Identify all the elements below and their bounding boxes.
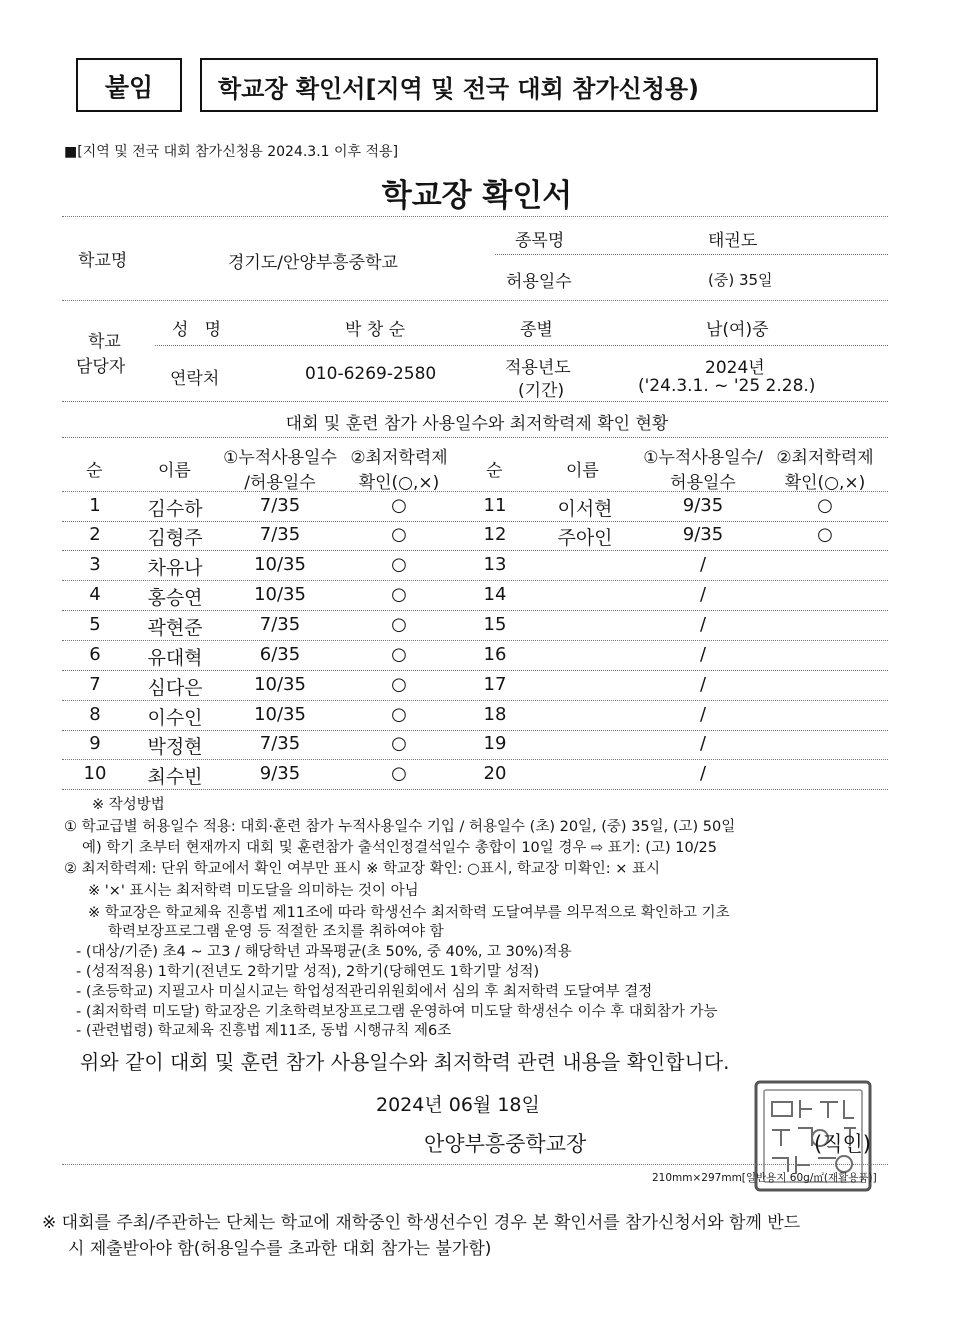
- detail-laws: - (관련법령) 학교체육 진흥법 제11조, 동법 시행규칙 제6조: [76, 1023, 452, 1039]
- seal-label: (직인): [814, 1132, 871, 1156]
- manager-name-label: 성 명: [172, 320, 222, 340]
- row-no: 14: [483, 584, 507, 605]
- student-name: 곽현준: [147, 617, 203, 639]
- row-no: 12: [483, 524, 507, 545]
- allowed-days-value: (중) 35일: [708, 271, 773, 289]
- year-value-line1: 2024년: [705, 358, 765, 378]
- days-used: /: [699, 554, 707, 575]
- header-no-left: 순: [86, 461, 103, 481]
- footer-note-line2: 시 제출받아야 함(허용일수를 초과한 대회 참가는 불가함): [68, 1239, 492, 1259]
- student-name: 유대혁: [147, 647, 203, 669]
- note-2-line4: 학력보장프로그램 운영 등 적절한 조치를 취하여야 함: [108, 924, 444, 940]
- days-used: /: [699, 644, 707, 665]
- row-divider: [62, 580, 888, 581]
- row-no: 4: [89, 584, 101, 605]
- days-used: 7/35: [259, 614, 301, 635]
- row-no: 3: [89, 554, 101, 575]
- allowed-days-label: 허용일수: [506, 272, 572, 292]
- row-no: 19: [483, 733, 507, 754]
- gender-type-value: 남(여)중: [706, 320, 769, 340]
- row-no: 13: [483, 554, 507, 575]
- contact-value: 010-6269-2580: [305, 364, 437, 384]
- header-check-right-line1: ②최저학력제: [776, 448, 874, 468]
- check-mark: ○: [817, 495, 833, 516]
- row-no: 8: [89, 704, 101, 725]
- row-divider: [62, 521, 888, 522]
- header-check-left-line2: 확인(○,×): [358, 473, 440, 493]
- row-divider: [62, 610, 888, 611]
- row-no: 1: [89, 495, 101, 516]
- signer-name: 안양부흥중학교장: [424, 1132, 587, 1156]
- days-used: /: [699, 614, 707, 635]
- check-mark: ○: [391, 524, 407, 545]
- manager-name-value: 박 창 순: [345, 320, 406, 340]
- header-days-right-line2: 허용일수: [670, 473, 736, 493]
- row-no: 18: [483, 704, 507, 725]
- student-name: 홍승연: [147, 587, 203, 609]
- row-divider: [62, 789, 888, 790]
- student-name: 심다은: [147, 677, 203, 699]
- days-used: 10/35: [254, 584, 306, 605]
- days-used: /: [699, 763, 707, 784]
- student-name: 김형주: [147, 527, 203, 549]
- notes-heading: ※ 작성방법: [92, 797, 165, 813]
- check-mark: ○: [817, 524, 833, 545]
- header-days-left-line2: /허용일수: [244, 473, 316, 493]
- row-no: 16: [483, 644, 507, 665]
- note-2-line3: ※ 학교장은 학교체육 진흥법 제11조에 따라 학생선수 최저학력 도달여부를 의무적으로 확인하고 기초: [88, 905, 730, 921]
- days-used: 7/35: [259, 524, 301, 545]
- days-used: /: [699, 704, 707, 725]
- gender-type-label: 종별: [520, 320, 553, 340]
- days-used: 6/35: [259, 644, 301, 665]
- contact-label: 연락처: [170, 369, 220, 389]
- row-no: 7: [89, 674, 101, 695]
- days-used: 10/35: [254, 674, 306, 695]
- row-divider: [62, 670, 888, 671]
- row-no: 2: [89, 524, 101, 545]
- footer-note-line1: ※ 대회를 주최/주관하는 단체는 학교에 재학중인 학생선수인 경우 본 확인서를 참가신청서와 함께 반드: [42, 1213, 801, 1233]
- check-mark: ○: [391, 584, 407, 605]
- divider: [62, 1164, 888, 1165]
- divider: [62, 300, 888, 301]
- divider: [62, 491, 888, 492]
- days-used: 9/35: [682, 495, 724, 516]
- header-check-left-line1: ②최저학력제: [350, 448, 448, 468]
- header-days-left-line1: ①누적사용일수: [223, 448, 337, 468]
- row-no: 9: [89, 733, 101, 754]
- divider: [62, 401, 888, 402]
- issue-date: 2024년 06월 18일: [376, 1094, 540, 1116]
- days-used: 9/35: [682, 524, 724, 545]
- row-divider: [62, 640, 888, 641]
- days-used: 10/35: [254, 704, 306, 725]
- check-mark: ○: [391, 644, 407, 665]
- detail-elementary: - (초등학교) 지필고사 미실시교는 학업성적관리위원회에서 심의 후 최저학력 도달여부 결정: [76, 984, 653, 1000]
- student-name: 주아인: [557, 527, 613, 549]
- header-check-right-line2: 확인(○,×): [784, 473, 866, 493]
- divider: [495, 254, 888, 255]
- document-title: 학교장 확인서: [381, 178, 573, 214]
- confirmation-statement: 위와 같이 대회 및 훈련 참가 사용일수와 최저학력 관련 내용을 확인합니다.: [80, 1050, 730, 1074]
- row-no: 11: [483, 495, 507, 516]
- days-used: /: [699, 733, 707, 754]
- check-mark: ○: [391, 704, 407, 725]
- header-name-right: 이름: [566, 461, 599, 481]
- student-name: 이수인: [147, 707, 203, 729]
- detail-grades: - (성적적용) 1학기(전년도 2학기말 성적), 2학기(당해연도 1학기말 성적): [76, 964, 540, 980]
- days-used: 10/35: [254, 554, 306, 575]
- manager-label-line2: 담당자: [76, 357, 126, 377]
- row-divider: [62, 730, 888, 731]
- header-title: 학교장 확인서[지역 및 전국 대회 참가신청용): [218, 75, 700, 103]
- row-no: 6: [89, 644, 101, 665]
- school-name-value: 경기도/안양부흥중학교: [228, 253, 398, 273]
- divider: [62, 216, 888, 217]
- sport-value: 태권도: [708, 231, 758, 251]
- note-2-line1: ② 최저학력제: 단위 학교에서 확인 여부만 표시 ※ 학교장 확인: ○표시, 학교장 미확인: × 표시: [64, 861, 660, 877]
- student-name: 이서현: [557, 498, 613, 520]
- row-no: 20: [483, 763, 507, 784]
- check-mark: ○: [391, 674, 407, 695]
- check-mark: ○: [391, 495, 407, 516]
- year-value-line2: ('24.3.1. ~ '25 2.28.): [638, 376, 816, 396]
- applicability-note: ■[지역 및 전국 대회 참가신청용 2024.3.1 이후 적용]: [64, 144, 399, 160]
- detail-below-minimum: - (최저학력 미도달) 학교장은 기초학력보장프로그램 운영하여 미도달 학생선수 이수 후 대회참가 가능: [76, 1004, 718, 1020]
- days-used: 9/35: [259, 763, 301, 784]
- detail-target: - (대상/기준) 초4 ~ 고3 / 해당학년 과목평균(초 50%, 중 40%, 고 30%)적용: [76, 944, 572, 960]
- row-divider: [62, 759, 888, 760]
- check-mark: ○: [391, 733, 407, 754]
- check-mark: ○: [391, 614, 407, 635]
- sport-label: 종목명: [515, 231, 565, 251]
- school-name-label: 학교명: [78, 251, 128, 271]
- manager-label-line1: 학교: [88, 332, 121, 352]
- row-no: 17: [483, 674, 507, 695]
- header-no-right: 순: [486, 461, 503, 481]
- check-mark: ○: [391, 763, 407, 784]
- row-no: 5: [89, 614, 101, 635]
- year-label-line1: 적용년도: [505, 358, 571, 378]
- student-name: 차유나: [147, 557, 203, 579]
- check-mark: ○: [391, 554, 407, 575]
- year-label-line2: (기간): [518, 381, 565, 401]
- paper-specification: 210mm×297mm[일반용지 60g/㎡(재활용품)]: [652, 1172, 877, 1184]
- row-divider: [62, 550, 888, 551]
- header-days-right-line1: ①누적사용일수/: [643, 448, 763, 468]
- days-used: /: [699, 584, 707, 605]
- days-used: /: [699, 674, 707, 695]
- divider: [155, 345, 888, 346]
- student-name: 박정현: [147, 736, 203, 758]
- row-divider: [62, 700, 888, 701]
- note-1-line2: 예) 학기 초부터 현재까지 대회 및 훈련참가 출석인정결석일수 총합이 10일 경우 ⇨ 표기: (고) 10/25: [82, 840, 718, 856]
- row-no: 10: [83, 763, 107, 784]
- student-name: 김수하: [147, 498, 203, 520]
- tag-label: 붙임: [104, 73, 154, 102]
- note-1-line1: ① 학교급별 허용일수 적용: 대회·훈련 참가 누적사용일수 기입 / 허용일수 (초) 20일, (중) 35일, (고) 50일: [64, 819, 736, 835]
- student-name: 최수빈: [147, 766, 203, 788]
- divider: [62, 437, 888, 438]
- days-used: 7/35: [259, 733, 301, 754]
- status-title: 대회 및 훈련 참가 사용일수와 최저학력제 확인 현황: [285, 414, 669, 434]
- row-no: 15: [483, 614, 507, 635]
- days-used: 7/35: [259, 495, 301, 516]
- note-2-line2: ※ '×' 표시는 최저학력 미도달을 의미하는 것이 아님: [88, 883, 419, 899]
- header-name-left: 이름: [158, 461, 191, 481]
